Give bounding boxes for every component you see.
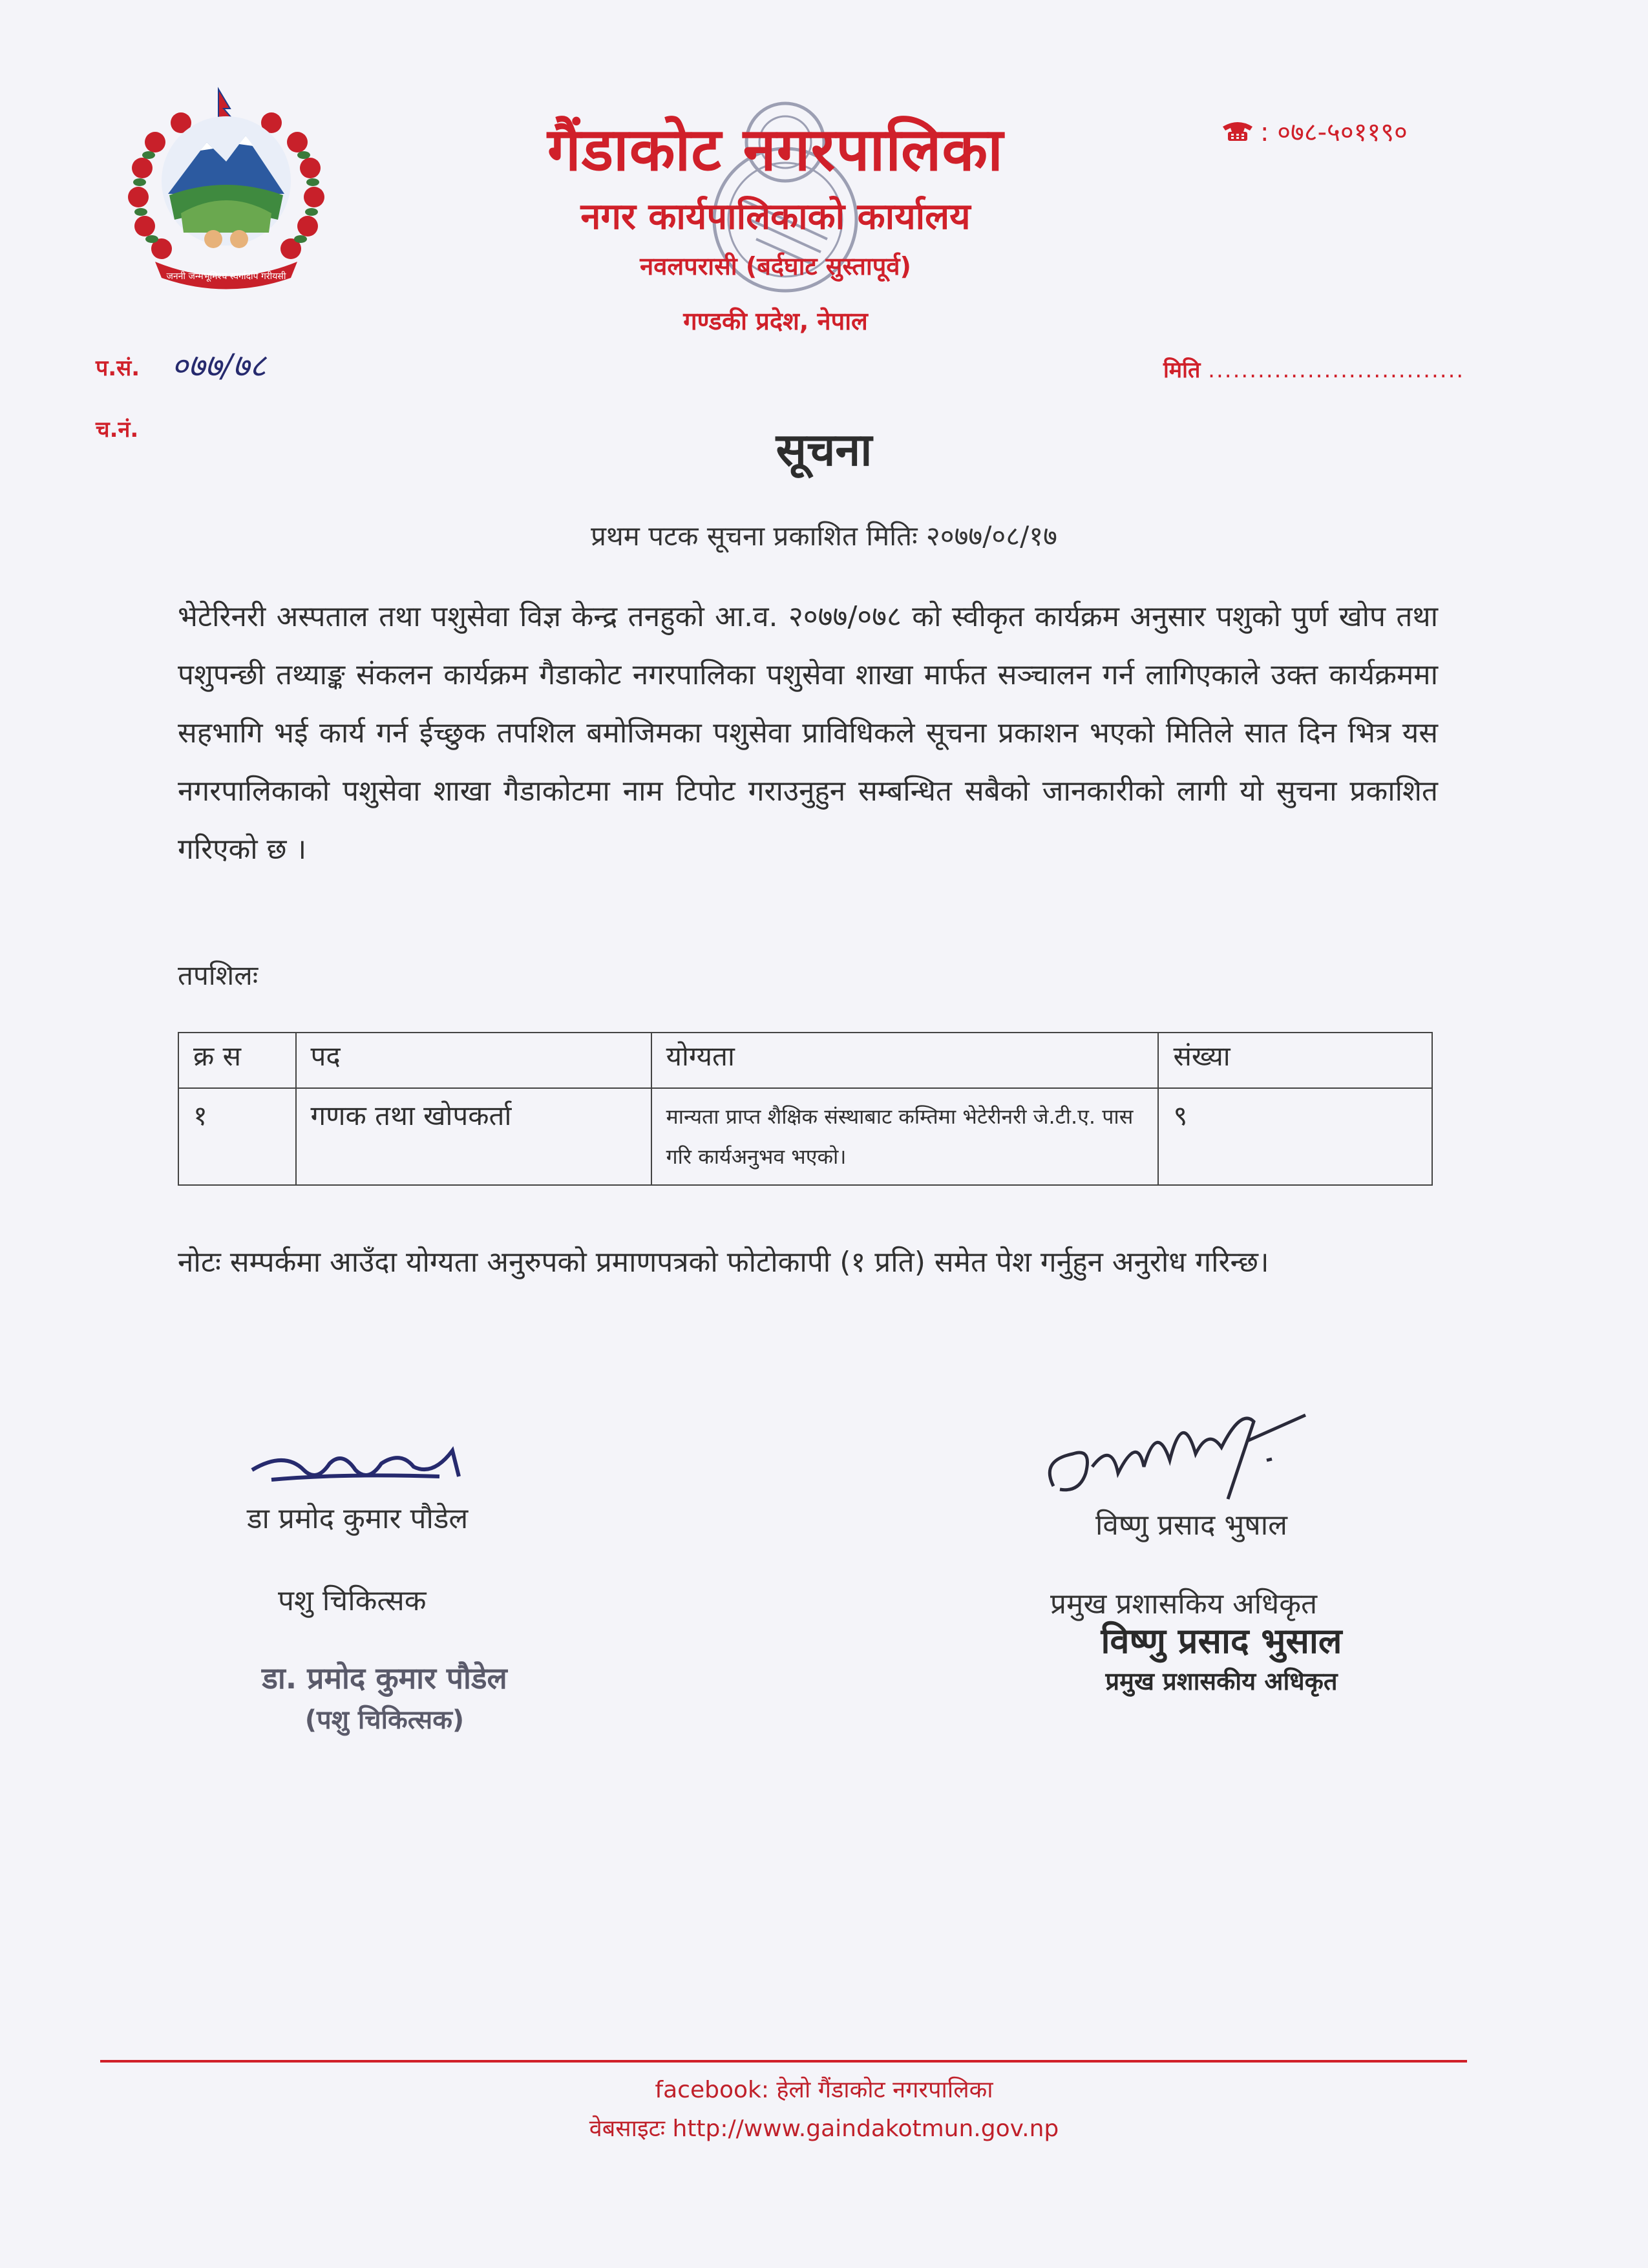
cell-qualification: मान्यता प्राप्त शैक्षिक संस्थाबाट कम्तिमा भेटेरीनरी जे.टी.ए. पास गरि कार्यअनुभव भएको।	[651, 1088, 1159, 1185]
cell-post: गणक तथा खोपकर्ता	[296, 1088, 651, 1185]
date-field	[1163, 354, 1464, 384]
footer-divider	[100, 2060, 1467, 2063]
right-stamp-name: विष्णु प्रसाद भुसाल	[1101, 1621, 1342, 1661]
cell-serial: १	[178, 1088, 296, 1185]
header-serial: क्र स	[178, 1033, 296, 1088]
ref-label: प.सं.	[96, 355, 140, 381]
notice-body: भेटेरिनरी अस्पताल तथा पशुसेवा विज्ञ केन्द्र तनहुको आ.व. २०७७/०७८ को स्वीकृत कार्यक्रम अनुसार पशुको पुर्ण खोप तथा पशुपन्छी तथ्याङ्क संकलन कार्यक्रम गैडाकोट नगरपालिका पशुसेवा शाखा मार्फत सञ्चालन गर्न लागिएकाले उक्त कार्यक्रममा सहभागि भई कार्य गर्न ईच्छुक तपशिल बमोजिमका पशुसेवा प्राविधिकले सूचना प्रकाशन भएको मितिले सात दिन भित्र यस नगरपालिकाको पशुसेवा शाखा गैडाकोटमा नाम टिपोट गराउनुहुन सम्बन्धित सबैको जानकारीको लागी यो सुचना प्रकाशित गरिएको छ ।	[178, 600, 1438, 866]
date-label: मिति	[1163, 357, 1201, 383]
right-signatory-name: विष्णु प्रसाद भुषाल	[1095, 1509, 1287, 1542]
notice-note: नोटः सम्पर्कमा आउँदा योग्यता अनुरुपको प्रमाणपत्रको फोटोकापी (१ प्रति) समेत पेश गर्नुहुन अनुरोध गरिन्छ।	[178, 1246, 1269, 1279]
left-signatory-title: पशु चिकित्सक	[278, 1584, 427, 1617]
footer-website: वेबसाइटः http://www.gaindakotmun.gov.np	[589, 2116, 1059, 2142]
office-name: नगर कार्यपालिकाको कार्यालय	[580, 196, 971, 238]
date-blank: ...............................	[1208, 357, 1465, 383]
left-signatory-name: डा प्रमोद कुमार पौडेल	[247, 1502, 469, 1535]
vacancy-table	[178, 1032, 1433, 1186]
footer-facebook: facebook: हेलो गैंडाकोट नगरपालिका	[655, 2077, 993, 2103]
org-name: गैंडाकोट नगरपालिका	[547, 115, 1004, 184]
left-signature	[246, 1431, 491, 1502]
ref-number-handwritten: ०७७/७८	[171, 347, 266, 384]
table-row	[178, 1088, 1432, 1185]
right-stamp-title: प्रमुख प्रशासकीय अधिकृत	[1105, 1667, 1338, 1696]
header-count: संख्या	[1158, 1033, 1432, 1088]
phone-number	[1221, 113, 1408, 149]
right-signatory-title: प्रमुख प्रशासकिय अधिकृत	[1050, 1588, 1318, 1621]
left-stamp-name: डा. प्रमोद कुमार पौडेल	[262, 1661, 507, 1696]
province-line: गण्डकी प्रदेश, नेपाल	[683, 307, 868, 335]
left-stamp-title: (पशु चिकित्सक)	[304, 1705, 465, 1735]
cell-count: ९	[1158, 1088, 1432, 1185]
telephone-icon	[1221, 120, 1254, 142]
phone-text: : ०७८-५०११९०	[1260, 118, 1408, 147]
right-signature	[1034, 1383, 1331, 1512]
emblem-motto: जननी जन्मभूमिश्च स्वर्गादपि गरीयसी	[166, 271, 286, 282]
header-qualification: योग्यता	[651, 1033, 1159, 1088]
header-post: पद	[296, 1033, 651, 1088]
published-date: प्रथम पटक सूचना प्रकाशित मितिः २०७७/०८/१७	[591, 520, 1057, 552]
nepal-emblem-logo	[116, 84, 336, 297]
notice-title: सूचना	[776, 423, 872, 476]
table-header-row	[178, 1033, 1432, 1088]
chalani-label: च.नं.	[96, 417, 139, 443]
schedule-label: तपशिलः	[178, 960, 259, 991]
district-line: नवलपरासी (बर्दघाट सुस्तापूर्व)	[640, 252, 911, 280]
